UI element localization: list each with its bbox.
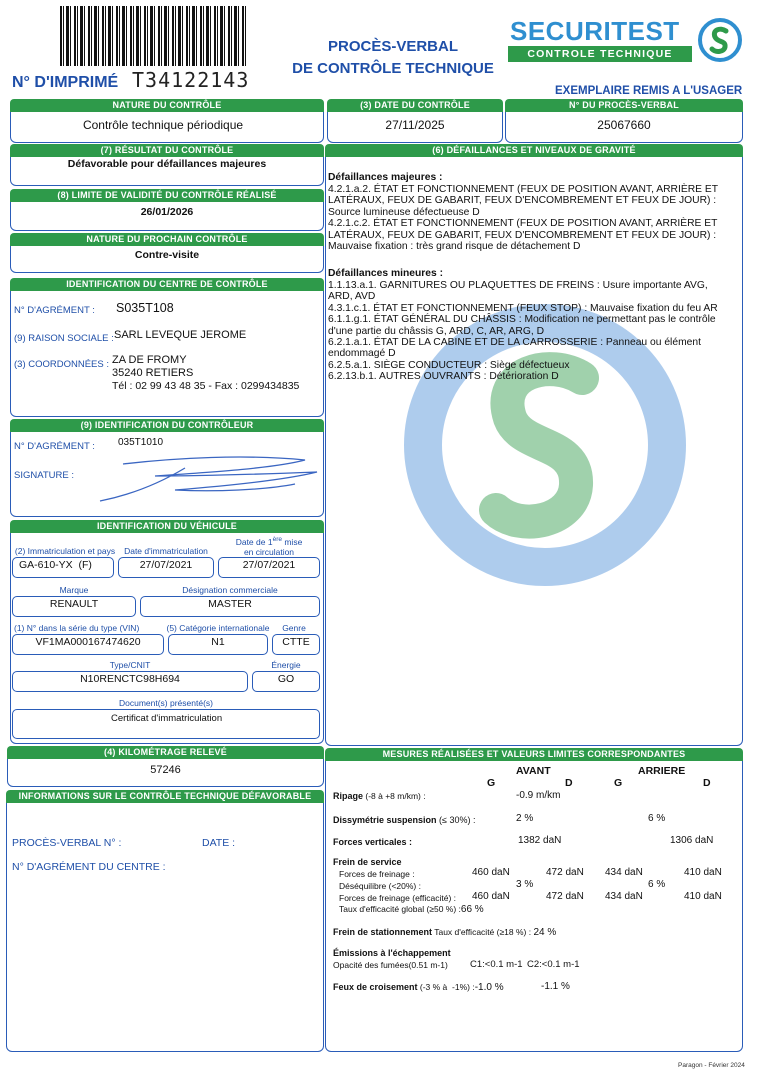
feux-label: Feux de croisement xyxy=(333,982,418,992)
designation-label: Désignation commerciale xyxy=(182,585,278,595)
nature-controle-value: Contrôle technique périodique xyxy=(82,118,244,132)
resultat-value: Défavorable pour défaillances majeures xyxy=(67,158,267,170)
nature-controle-head: NATURE DU CONTRÔLE xyxy=(10,99,324,112)
controleur-agrement-value: 035T1010 xyxy=(118,437,164,448)
categorie-label: (5) Catégorie internationale xyxy=(166,623,270,633)
brand-tagline: CONTROLE TECHNIQUE xyxy=(508,46,692,62)
designation-field: MASTER xyxy=(140,596,320,617)
infos-panel xyxy=(6,790,324,1052)
date-immat-label: Date d'immatriculation xyxy=(124,546,208,556)
stationnement-limit: Taux d'efficacité (≥18 %) : xyxy=(432,927,532,937)
validite-value: 26/01/2026 xyxy=(140,206,194,218)
avant-d-heading: D xyxy=(565,777,573,789)
type-field: N10RENCTC98H694 xyxy=(12,671,248,692)
premiere-label-a: Date de 1 xyxy=(235,536,273,547)
majeures-line: 4.2.1.a.2. ÉTAT ET FONCTIONNEMENT (FEUX DE POSITION AVANT, ARRIÈRE ET xyxy=(328,184,719,195)
dissym-label: Dissymétrie suspension xyxy=(333,815,437,825)
mineures-title: Défaillances mineures : xyxy=(328,268,444,279)
mineures-line: 6.2.1.a.1. ÉTAT DE LA CABINE ET DE LA CARROSSERIE : Panneau ou élément xyxy=(328,337,701,349)
premiere-label xyxy=(218,535,320,557)
centre-head: IDENTIFICATION DU CENTRE DE CONTRÔLE xyxy=(10,278,324,291)
majeures-title: Défaillances majeures : xyxy=(328,172,443,183)
dissym-arriere: 6 % xyxy=(648,813,666,824)
ripage-row-label xyxy=(333,791,426,801)
avant-g-heading: G xyxy=(487,777,496,789)
controleur-head: (9) IDENTIFICATION DU CONTRÔLEUR xyxy=(10,419,324,432)
infos-date-label: DATE : xyxy=(202,837,236,849)
footer-edition: Paragon - Février 2024 xyxy=(678,1062,745,1069)
document-title-line1: PROCÈS-VERBAL xyxy=(327,38,458,55)
securitest-s-icon xyxy=(698,18,742,62)
categorie-field: N1 xyxy=(168,634,268,655)
prochain-value: Contre-visite xyxy=(134,249,200,261)
majeures-list xyxy=(328,184,728,252)
centre-raison-value: SARL LEVEQUE JEROME xyxy=(114,329,247,341)
majeures-line: 4.2.1.c.2. ÉTAT ET FONCTIONNEMENT (FEUX DE POSITION AVANT, ARRIÈRE ET xyxy=(328,218,718,230)
arriere-heading: ARRIERE xyxy=(638,765,686,777)
emissions-title: Émissions à l'échappement xyxy=(333,948,451,958)
documents-value: Certificat d'immatriculation xyxy=(111,713,223,724)
mineures-line: endommagé D xyxy=(328,348,396,360)
mineures-line: 6.2.5.a.1. SIÈGE CONDUCTEUR : Siège défectueux xyxy=(328,359,570,371)
infos-pv-label: PROCÈS-VERBAL N° : xyxy=(12,837,122,849)
forces-arriere: 1306 daN xyxy=(670,835,714,846)
centre-phone: Tél : 02 99 43 48 35 - Fax : 0299434835 xyxy=(112,380,300,392)
vin-label: (1) N° dans la série du type (VIN) xyxy=(14,623,140,633)
ffe-arg: 434 daN xyxy=(605,891,643,902)
stationnement-row xyxy=(333,927,556,938)
ffe-avd: 472 daN xyxy=(546,891,584,902)
mesures-head: MESURES RÉALISÉES ET VALEURS LIMITES CORRESPONDANTES xyxy=(325,748,743,761)
mineures-line: ARD, AVD xyxy=(328,291,376,303)
centre-coord-label: (3) COORDONNÉES : xyxy=(14,359,110,370)
majeures-line: Mauvaise fixation : très grand risque de détachement D xyxy=(328,241,581,253)
vin-field: VF1MA000167474620 xyxy=(12,634,164,655)
pv-number-value: 25067660 xyxy=(597,118,651,132)
document-title-line2: DE CONTRÔLE TECHNIQUE xyxy=(292,60,494,77)
dissym-limit: (≤ 30%) : xyxy=(436,815,476,825)
marque-field: RENAULT xyxy=(12,596,136,617)
infos-head: INFORMATIONS SUR LE CONTRÔLE TECHNIQUE DÉFAVORABLE xyxy=(6,790,324,803)
premiere-field: 27/07/2021 xyxy=(218,557,320,578)
ff-arg: 434 daN xyxy=(605,867,643,878)
centre-address1: ZA DE FROMY xyxy=(112,354,187,366)
feux-d-value: -1.1 % xyxy=(541,981,570,992)
deseq-avant: 3 % xyxy=(516,879,534,890)
mineures-line: 6.2.13.b.1. AUTRES OUVRANTS : Détérioration D xyxy=(328,371,559,383)
deseq-label: Déséquilibre (<20%) : xyxy=(339,881,421,891)
signature-scribble xyxy=(95,446,325,506)
energie-field: GO xyxy=(252,671,320,692)
prochain-head: NATURE DU PROCHAIN CONTRÔLE xyxy=(10,233,324,246)
documents-label: Document(s) présenté(s) xyxy=(118,698,213,708)
validite-head: (8) LIMITE DE VALIDITÉ DU CONTRÔLE RÉALISÉ xyxy=(10,189,324,202)
defaillances-head: (6) DÉFAILLANCES ET NIVEAUX DE GRAVITÉ xyxy=(325,144,743,157)
mineures-line: 1.1.13.a.1. GARNITURES OU PLAQUETTES DE FREINS : Usure importante AVG, xyxy=(328,280,708,291)
taux-row xyxy=(339,904,484,915)
avant-heading: AVANT xyxy=(516,765,551,777)
majeures-line: LATÉRAUX, FEUX DE GABARIT, FEUX D'ENCOMBREMENT ET FEUX DE JOUR) : xyxy=(328,195,717,207)
stationnement-label: Frein de stationnement xyxy=(333,927,433,937)
c2-value: C2:<0.1 m-1 xyxy=(527,959,580,970)
energie-label: Énergie xyxy=(271,660,301,670)
vehicule-head: IDENTIFICATION DU VÉHICULE xyxy=(10,520,324,533)
ff-avg: 460 daN xyxy=(472,867,510,878)
frein-service-title: Frein de service xyxy=(333,857,402,867)
marque-label: Marque xyxy=(59,585,89,595)
majeures-line: Source lumineuse défectueuse D xyxy=(328,206,480,218)
ff-ard: 410 daN xyxy=(684,867,722,878)
ripage-value: -0.9 m/km xyxy=(516,790,561,801)
documents-field xyxy=(12,709,320,739)
arriere-g-heading: G xyxy=(614,777,623,789)
centre-raison-label: (9) RAISON SOCIALE : xyxy=(14,333,114,344)
stationnement-value: 24 % xyxy=(533,927,557,938)
immat-label: (2) Immatriculation et pays xyxy=(14,546,116,556)
taux-value: 66 % xyxy=(460,904,484,915)
genre-field: CTTE xyxy=(272,634,320,655)
signature-label: SIGNATURE : xyxy=(14,470,74,481)
km-value: 57246 xyxy=(150,764,181,776)
centre-agrement-label: N° D'AGRÉMENT : xyxy=(14,305,95,316)
mineures-line: 4.3.1.c.1. ÉTAT ET FONCTIONNEMENT (FEUX STOP) : Mauvaise fixation du feu AR xyxy=(328,302,718,314)
deseq-arriere: 6 % xyxy=(648,879,666,890)
km-head: (4) KILOMÉTRAGE RELEVÉ xyxy=(7,746,324,759)
c1-value: C1:<0.1 m-1 xyxy=(470,959,523,970)
ripage-label: Ripage xyxy=(333,791,364,801)
resultat-head: (7) RÉSULTAT DU CONTRÔLE xyxy=(10,144,324,157)
ripage-limit: (-8 à +8 m/km) : xyxy=(363,791,426,801)
majeures-line: LATÉRAUX, FEUX DE GABARIT, FEUX D'ENCOMBREMENT ET FEUX DE JOUR) : xyxy=(328,229,717,241)
barcode xyxy=(60,6,246,66)
premiere-label-b: mise xyxy=(281,536,303,547)
genre-label: Genre xyxy=(282,623,306,633)
mineures-line: 6.1.1.g.1. ÉTAT GÉNÉRAL DU CHÂSSIS : Modification ne permettant pas le contrôle xyxy=(328,314,716,326)
mineures-list xyxy=(328,280,728,383)
securitest-logo xyxy=(508,16,744,64)
imprime-label: N° D'IMPRIMÉ xyxy=(12,74,119,91)
controleur-agrement-label: N° D'AGRÉMENT : xyxy=(14,441,95,452)
centre-address2: 35240 RETIERS xyxy=(112,367,194,379)
immat-field: GA-610-YX (F) xyxy=(12,557,114,578)
infos-agrement-label: N° D'AGRÉMENT DU CENTRE : xyxy=(12,861,166,873)
date-controle-head: (3) DATE DU CONTRÔLE xyxy=(327,99,503,112)
ff-label: Forces de freinage : xyxy=(339,869,415,879)
pv-number-head: N° DU PROCÈS-VERBAL xyxy=(505,99,743,112)
taux-label: Taux d'efficacité global (≥50 %) : xyxy=(339,904,461,914)
arriere-d-heading: D xyxy=(703,777,711,789)
feux-row xyxy=(333,982,504,993)
exemplaire-label: EXEMPLAIRE REMIS A L'USAGER xyxy=(555,85,743,97)
ffe-ard: 410 daN xyxy=(684,891,722,902)
date-controle-value: 27/11/2025 xyxy=(385,118,445,132)
type-label: Type/CNIT xyxy=(109,660,151,670)
ffe-avg: 460 daN xyxy=(472,891,510,902)
forces-avant: 1382 daN xyxy=(518,835,562,846)
dissym-row-label xyxy=(333,815,476,825)
premiere-label-c: en circulation xyxy=(243,546,295,557)
feux-limit: (-3 % à -1%) : xyxy=(417,982,475,992)
premiere-label-sup: ère xyxy=(272,536,282,543)
centre-panel xyxy=(10,278,324,417)
opacite-label: Opacité des fumées(0.51 m-1) xyxy=(333,960,448,970)
imprime-number: T34122143 xyxy=(132,68,250,92)
brand-name: SECURITEST xyxy=(510,16,680,46)
forces-label: Forces verticales : xyxy=(333,837,413,847)
date-immat-field: 27/07/2021 xyxy=(118,557,214,578)
dissym-avant: 2 % xyxy=(516,813,534,824)
centre-agrement-value: S035T108 xyxy=(116,301,174,315)
ffe-label: Forces de freinage (efficacité) : xyxy=(339,893,457,903)
feux-g-value: -1.0 % xyxy=(474,982,504,993)
mineures-line: d'une partie du châssis G, ARD, C, AR, ARG, D xyxy=(328,325,545,337)
ff-avd: 472 daN xyxy=(546,867,584,878)
